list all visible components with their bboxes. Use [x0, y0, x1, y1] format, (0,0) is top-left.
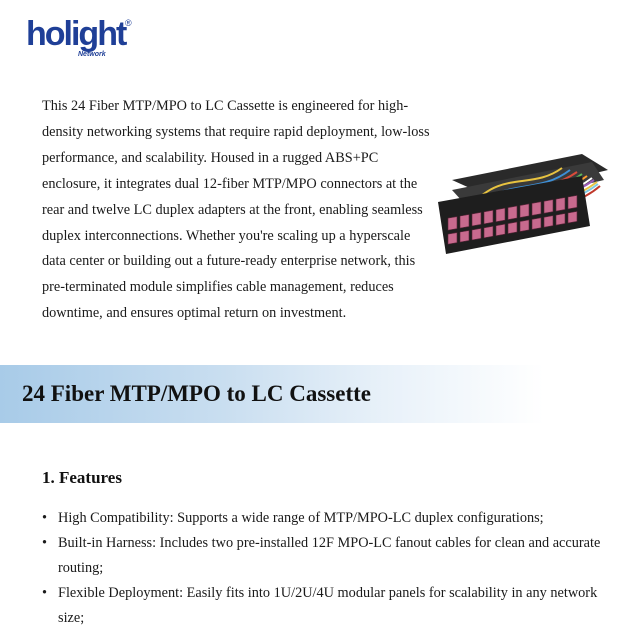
feature-item	[42, 506, 602, 531]
product-title: 24 Fiber MTP/MPO to LC Cassette	[22, 381, 371, 406]
feature-text: High Compatibility: Supports a wide range of MTP/MPO-LC duplex configurations;	[58, 510, 544, 526]
features-list	[42, 506, 602, 631]
cassette-illustration	[432, 150, 612, 258]
bullet-icon: •	[42, 535, 48, 551]
feature-item	[42, 531, 602, 581]
feature-text: Flexible Deployment: Easily fits into 1U/2U/4U modular panels for scalability in any network size;	[58, 585, 598, 626]
features-heading: 1. Features	[42, 468, 122, 487]
feature-text: Built-in Harness: Includes two pre-installed 12F MPO-LC fanout cables for clean and accurate routing;	[58, 535, 601, 576]
product-image-cassette	[432, 150, 612, 258]
feature-item	[42, 581, 602, 631]
brand-tagline: Network	[78, 51, 106, 58]
registered-mark: ®	[125, 18, 132, 28]
section-title-banner	[0, 365, 640, 423]
bullet-icon: •	[42, 585, 48, 601]
brand-wordmark: holight	[26, 15, 126, 53]
brand-logo	[26, 14, 136, 58]
intro-paragraph: This 24 Fiber MTP/MPO to LC Cassette is engineered for high-density networking systems that require rapid deployment, low-loss performance, and scalability. Housed in a rugged ABS+PC enclosure, it integrates dual 12-fiber MTP/MPO connectors at the rear and twelve LC duplex adapters at the front, enabling seamless duplex interconnections. Whether you're scaling up a hyperscale data center or building out a future-ready enterprise network, this pre-terminated module simplifies cable management, reduces downtime, and ensures optimal return on investment.	[42, 98, 430, 322]
bullet-icon: •	[42, 510, 48, 526]
